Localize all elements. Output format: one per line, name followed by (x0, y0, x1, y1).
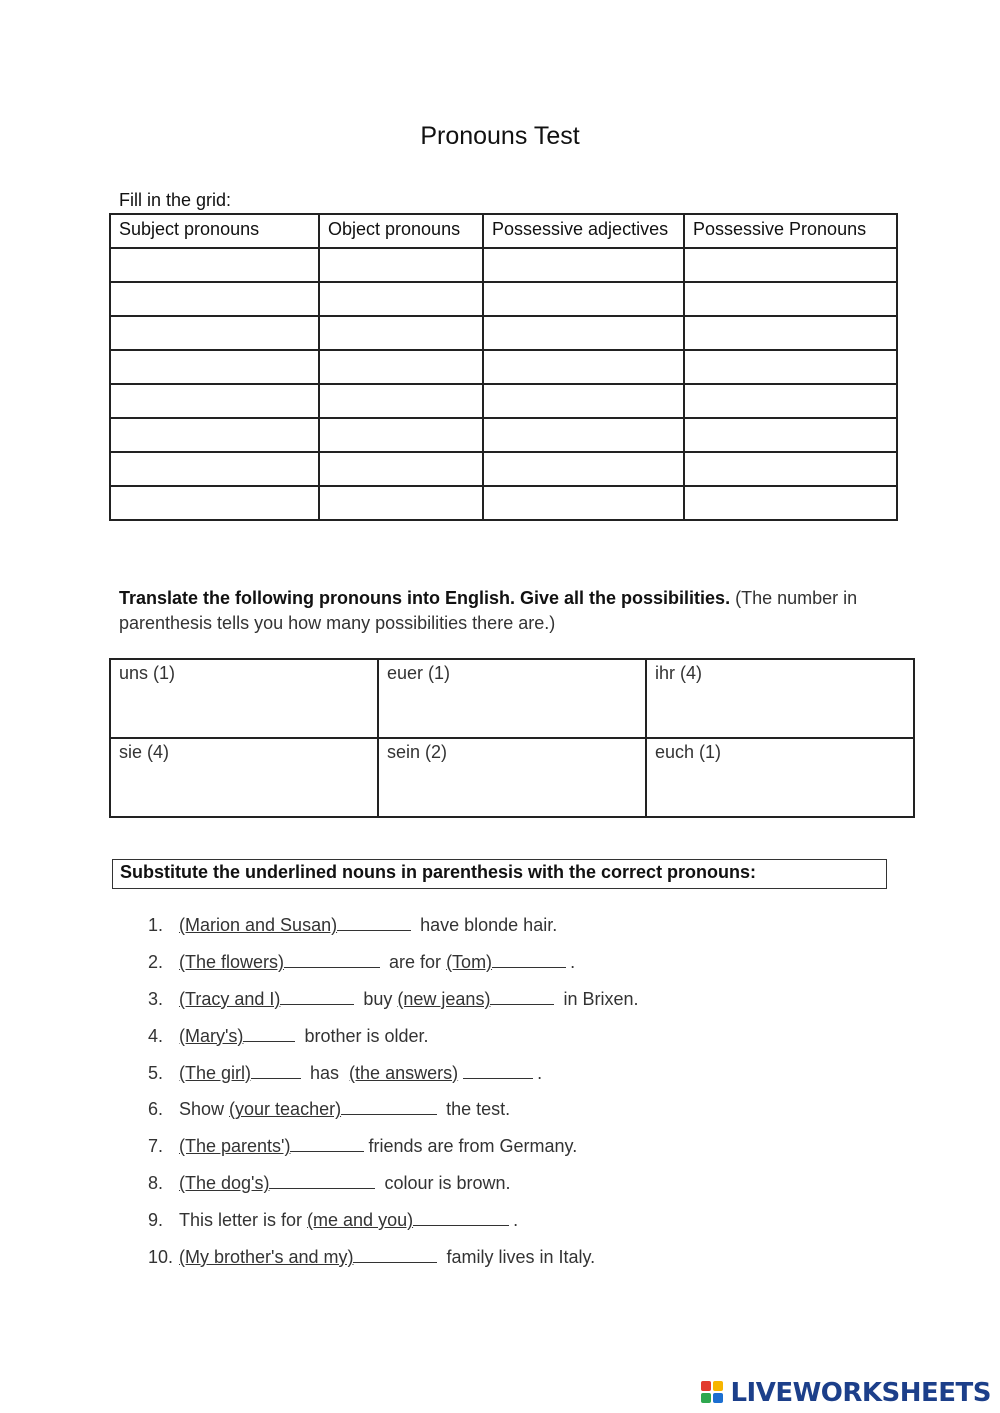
underlined-noun: (Tom) (446, 951, 493, 972)
exercise-item (148, 1021, 638, 1058)
pronoun-grid (109, 213, 898, 521)
grid-cell[interactable] (110, 248, 319, 282)
grid-cell[interactable] (319, 350, 483, 384)
sentence-text: . (513, 1210, 519, 1231)
grid-cell[interactable] (483, 384, 684, 418)
answer-blank[interactable] (269, 1170, 375, 1189)
underlined-noun: (The parents') (179, 1136, 291, 1157)
exercise-list (148, 910, 638, 1279)
translate-cell[interactable]: ihr (4) (646, 659, 914, 738)
grid-cell[interactable] (110, 452, 319, 486)
translate-cell[interactable]: sein (2) (378, 738, 646, 817)
exercise-item (148, 1205, 638, 1242)
underlined-noun: (me and you) (307, 1210, 414, 1231)
underlined-noun: (Tracy and I) (179, 988, 281, 1009)
answer-blank[interactable] (337, 912, 411, 931)
exercise-number: 7. (148, 1136, 164, 1157)
exercise-item (148, 984, 638, 1021)
grid-header-row (110, 214, 897, 248)
exercise-number: 6. (148, 1099, 164, 1120)
sentence-text: Show (179, 1099, 230, 1120)
grid-cell[interactable] (684, 486, 897, 520)
grid-cell[interactable] (110, 418, 319, 452)
underlined-noun: (The dog's) (179, 1173, 270, 1194)
liveworksheets-logo (701, 1378, 991, 1408)
grid-cell[interactable] (319, 486, 483, 520)
answer-blank[interactable] (463, 1060, 533, 1079)
grid-cell[interactable] (684, 282, 897, 316)
grid-cell[interactable] (684, 316, 897, 350)
translate-instruction-note: (The number in parenthesis tells you how many possibilities there are.) (119, 588, 858, 633)
exercise-number: 1. (148, 915, 164, 935)
grid-cell[interactable] (319, 384, 483, 418)
translate-row (110, 738, 914, 817)
grid-cell[interactable] (684, 418, 897, 452)
sentence-text: . (570, 951, 576, 972)
grid-header-possessive-pronouns: Possessive Pronouns (684, 214, 897, 248)
underlined-noun: (Mary's) (179, 1025, 244, 1046)
translate-cell[interactable]: sie (4) (110, 738, 378, 817)
exercise-item (148, 1131, 638, 1168)
grid-cell[interactable] (684, 350, 897, 384)
substitute-instruction: Substitute the underlined nouns in parenthesis with the correct pronouns: (112, 859, 887, 889)
grid-cell[interactable] (483, 452, 684, 486)
underlined-noun: (The girl) (179, 1062, 252, 1083)
sentence-text: have blonde hair. (415, 915, 558, 935)
sentence-text: family lives in Italy. (441, 1247, 596, 1268)
answer-blank[interactable] (284, 949, 380, 968)
exercise-item (148, 1058, 638, 1095)
answer-blank[interactable] (243, 1023, 295, 1042)
grid-row (110, 452, 897, 486)
underlined-noun: (your teacher) (229, 1099, 342, 1120)
exercise-number: 5. (148, 1062, 164, 1083)
grid-cell[interactable] (483, 316, 684, 350)
sentence-text: This letter is for (179, 1210, 308, 1231)
grid-header-possessive-adjectives: Possessive adjectives (483, 214, 684, 248)
grid-cell[interactable] (319, 418, 483, 452)
grid-row (110, 316, 897, 350)
sentence-text: friends are from Germany. (368, 1136, 578, 1157)
answer-blank[interactable] (280, 986, 354, 1005)
exercise-number: 2. (148, 951, 164, 972)
grid-cell[interactable] (483, 248, 684, 282)
grid-row (110, 282, 897, 316)
exercise-number: 9. (148, 1210, 164, 1231)
grid-cell[interactable] (684, 452, 897, 486)
grid-label: Fill in the grid: (119, 190, 232, 210)
answer-blank[interactable] (353, 1244, 437, 1263)
answer-blank[interactable] (492, 949, 566, 968)
grid-cell[interactable] (110, 316, 319, 350)
answer-blank[interactable] (413, 1207, 509, 1226)
answer-blank[interactable] (490, 986, 554, 1005)
grid-cell[interactable] (483, 486, 684, 520)
grid-cell[interactable] (483, 418, 684, 452)
sentence-text: are for (384, 951, 447, 972)
exercise-item (148, 947, 638, 984)
exercise-item (148, 910, 638, 947)
grid-row (110, 418, 897, 452)
grid-cell[interactable] (684, 384, 897, 418)
translate-table (109, 658, 915, 818)
grid-row (110, 384, 897, 418)
grid-cell[interactable] (110, 384, 319, 418)
answer-blank[interactable] (251, 1060, 301, 1079)
grid-header-subject: Subject pronouns (110, 214, 319, 248)
exercise-number: 10. (148, 1247, 174, 1268)
page-title: Pronouns Test (420, 122, 580, 150)
translate-row (110, 659, 914, 738)
sentence-text: the test. (441, 1099, 511, 1120)
exercise-item (148, 1242, 638, 1279)
grid-cell[interactable] (110, 486, 319, 520)
answer-blank[interactable] (290, 1133, 364, 1152)
sentence-text: buy (358, 988, 398, 1009)
exercise-item (148, 1168, 638, 1205)
answer-blank[interactable] (341, 1096, 437, 1115)
grid-row (110, 248, 897, 282)
grid-cell[interactable] (319, 316, 483, 350)
grid-cell[interactable] (319, 282, 483, 316)
exercise-item (148, 1094, 638, 1131)
grid-cell[interactable] (319, 452, 483, 486)
grid-row (110, 486, 897, 520)
sentence-text: colour is brown. (379, 1173, 511, 1194)
exercise-number: 8. (148, 1173, 164, 1194)
grid-cell[interactable] (483, 282, 684, 316)
translate-instruction-main: Translate the following pronouns into English. Give all the possibilities. (119, 588, 731, 608)
sentence-text: . (537, 1062, 543, 1083)
sentence-text: in Brixen. (558, 988, 639, 1009)
logo-icon (701, 1381, 727, 1405)
exercise-number: 4. (148, 1025, 164, 1046)
grid-cell[interactable] (483, 350, 684, 384)
underlined-noun: (The flowers) (179, 951, 285, 972)
sentence-text: brother is older. (299, 1025, 429, 1046)
underlined-noun: (My brother's and my) (179, 1247, 354, 1268)
translate-instruction (119, 586, 899, 636)
logo-text: LIVEWORKSHEETS (730, 1378, 991, 1408)
underlined-noun: (Marion and Susan) (179, 915, 338, 935)
translate-cell[interactable]: euer (1) (378, 659, 646, 738)
grid-cell[interactable] (319, 248, 483, 282)
grid-cell[interactable] (110, 282, 319, 316)
underlined-noun: (new jeans) (397, 988, 491, 1009)
grid-cell[interactable] (684, 248, 897, 282)
translate-cell[interactable]: uns (1) (110, 659, 378, 738)
translate-cell[interactable]: euch (1) (646, 738, 914, 817)
grid-row (110, 350, 897, 384)
exercise-number: 3. (148, 988, 164, 1009)
grid-header-object: Object pronouns (319, 214, 483, 248)
grid-cell[interactable] (110, 350, 319, 384)
underlined-noun: (the answers) (349, 1062, 459, 1083)
sentence-text: has (305, 1062, 350, 1083)
